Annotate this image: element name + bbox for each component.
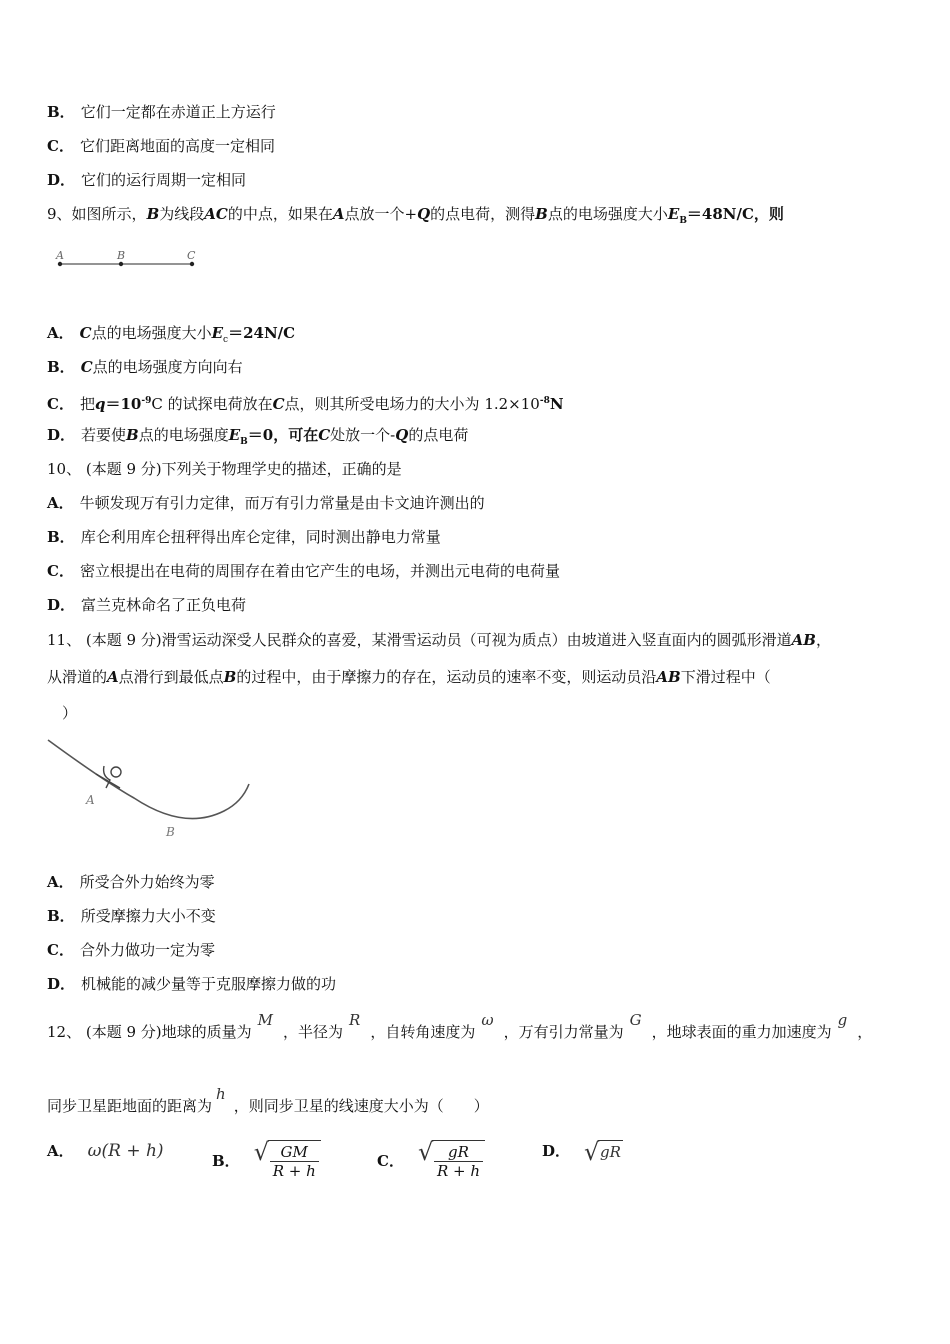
q11-stem-line3: ） (62, 704, 78, 722)
q10-option-a: A． 牛顿发现万有引力定律，而万有引力常量是由卡文迪许测出的 (47, 494, 485, 512)
label-c: C (187, 249, 196, 262)
q9-option-a: A． C点的电场强度大小$E_c=24N/C$ (47, 324, 296, 345)
q12-stem-line1: 12、 (本题 9 分)地球的质量为M，半径为R，自转角速度为ω，万有引力常量为G，地球表面的重力加速度为g， (47, 1011, 873, 1041)
q11-stem-line1: 11、 (本题 9 分)滑雪运动深受人民群众的喜爱，某滑雪运动员（可视为质点）由坡道进入竖直面内的圆弧形滑道AB， (47, 631, 831, 649)
q10-option-d: D． 富兰克林命名了正负电荷 (47, 596, 247, 614)
q9-option-d: D． 若要使B点的电场强度$E_B=0$，可在C处放一个-Q的点电荷 (47, 426, 469, 447)
q11-option-b: B． 所受摩擦力大小不变 (47, 907, 216, 925)
q12-option-a: A． ω(R + h) (47, 1140, 164, 1161)
label-a: A (86, 793, 95, 807)
q12-option-c: C． √ $\frac{gR}{R + h}$ (377, 1140, 485, 1180)
q11-option-c: C． 合外力做功一定为零 (47, 941, 215, 959)
q9-option-b: B． C点的电场强度方向向右 (47, 358, 243, 376)
q12-option-d: D． √ gR (542, 1140, 623, 1161)
label-b: B (166, 825, 175, 839)
point-c (190, 262, 194, 266)
q11-option-d: D． 机械能的减少量等于克服摩擦力做的功 (47, 975, 337, 993)
q12-stem-line2: 同步卫星距地面的距离为h，则同步卫星的线速度大小为（ ） (47, 1085, 489, 1115)
q9-segment-figure (50, 244, 210, 274)
q8-option-b: B． 它们一定都在赤道正上方运行 (47, 103, 276, 121)
q12-option-b: B． √ $\frac{GM}{R + h}$ (212, 1140, 321, 1180)
q10-stem: 10、 (本题 9 分)下列关于物理学史的描述，正确的是 (47, 460, 402, 478)
q10-option-c: C． 密立根提出在电荷的周围存在着由它产生的电场，并测出元电荷的电荷量 (47, 562, 560, 580)
q11-slope-figure (44, 736, 264, 846)
label-b: B (117, 249, 126, 262)
q10-option-b: B． 库仑利用库仑扭秤得出库仑定律，同时测出静电力常量 (47, 528, 441, 546)
q8-option-d: D． 它们的运行周期一定相同 (47, 171, 247, 189)
q11-option-a: A． 所受合外力始终为零 (47, 873, 215, 891)
q9-stem: 9、如图所示，B为线段AC的中点，如果在A点放一个+Q的点电荷，测得B点的电场强度大小$E_B=48N/C$，则 (47, 205, 784, 226)
q9-option-c: C． 把$q=10^{-9}C$ 的试探电荷放在C点，则其所受电场力的大小为 $1.2\times 10^{-8}N$ (47, 395, 564, 413)
point-b (119, 262, 123, 266)
q11-stem-line2: 从滑道的A点滑行到最低点B的过程中，由于摩擦力的存在，运动员的速率不变，则运动员沿AB下滑过程中（ (47, 668, 771, 686)
point-a (58, 262, 62, 266)
q8-option-c: C． 它们距离地面的高度一定相同 (47, 137, 275, 155)
label-a: A (56, 249, 64, 262)
